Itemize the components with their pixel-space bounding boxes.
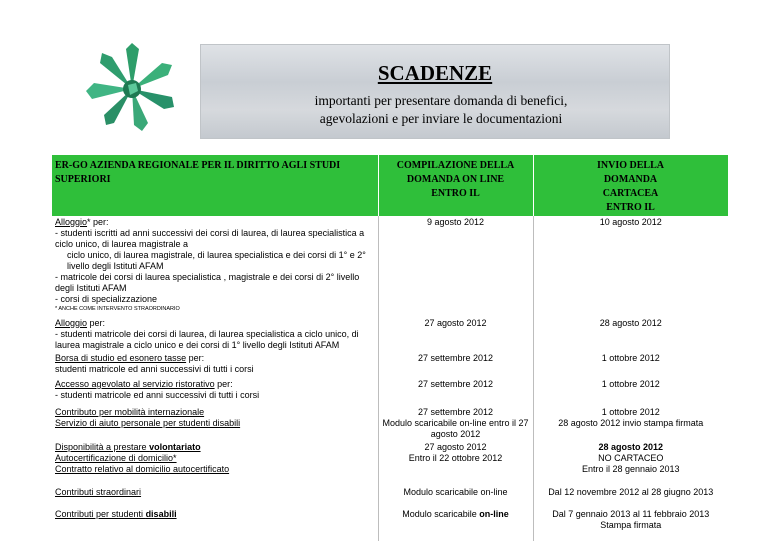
row-description: Alloggio* per: - studenti iscritti ad anni successivi dei corsi di laurea, di laurea specialistica a ciclo unico, di laurea magistrale a ciclo unico, di laurea magistrale, di laurea specialistica e dei corsi di 1° e 2° livello degli Istituti AFAM - matricole dei corsi di laurea specialistica , magistrale e dei corsi di 2° livello degli Istituti AFAM - corsi di specializzazione * ANCHE COME INTERVENTO STRAORDINARIO: [55, 217, 366, 312]
row-description: Disponibilità a prestare volontariato Autocertificazione di domicilio* Contratto relativo al domicilio autocertificato: [55, 442, 230, 474]
online-deadline: Modulo scaricabile on-line: [378, 507, 533, 541]
deadlines-table: [52, 155, 729, 541]
online-deadline: 27 settembre 2012: [378, 376, 533, 402]
col3-header: INVIO DELLA DOMANDA CARTACEA ENTRO IL: [533, 155, 728, 216]
col2-header: COMPILAZIONE DELLA DOMANDA ON LINE ENTRO IL: [378, 155, 533, 216]
row-description: Contributi per studenti disabili: [55, 509, 177, 519]
col1-header: ER-GO AZIENDA REGIONALE PER IL DIRITTO AGLI STUDI SUPERIORI: [52, 155, 378, 216]
page-title: SCADENZE: [377, 61, 493, 85]
header-banner: [200, 44, 670, 139]
table-row: [52, 216, 728, 314]
paper-deadline: 1 ottobre 2012: [533, 352, 728, 376]
online-deadline: 9 agosto 2012: [378, 216, 533, 314]
row-description: Contributi straordinari: [55, 487, 142, 497]
table-row: [52, 402, 728, 441]
paper-deadline: 1 ottobre 2012: [533, 376, 728, 402]
row-description: Alloggio per: - studenti matricole dei corsi di laurea, di laurea specialistica a ciclo unico, di laurea magistrale a ciclo unico e dei corsi di 1° livello degli Istituti AFAM: [55, 318, 359, 350]
paper-deadline: 28 agosto 2012: [533, 314, 728, 352]
table-row: [52, 376, 728, 402]
row-description: Contributo per mobilità internazionale Servizio di aiuto personale per studenti disabili: [55, 407, 241, 428]
online-deadline: 27 agosto 2012 Entro il 22 ottobre 2012: [378, 441, 533, 483]
row-description: Accesso agevolato al servizio ristorativo per: - studenti matricole ed anni successivi di tutti i corsi: [55, 379, 260, 400]
table-row: [52, 314, 728, 352]
online-deadline: 27 agosto 2012: [378, 314, 533, 352]
paper-deadline: Dal 12 novembre 2012 al 28 giugno 2013: [533, 483, 728, 507]
online-deadline: Modulo scaricabile on-line: [378, 483, 533, 507]
paper-deadline: 10 agosto 2012: [533, 216, 728, 314]
table-row: [52, 483, 728, 507]
paper-deadline: 1 ottobre 2012 28 agosto 2012 invio stampa firmata: [533, 402, 728, 441]
paper-deadline: Dal 7 gennaio 2013 al 11 febbraio 2013 Stampa firmata: [533, 507, 728, 541]
row-description: Borsa di studio ed esonero tasse per: studenti matricole ed anni successivi di tutti i corsi: [55, 353, 254, 374]
table-row: [52, 507, 728, 541]
table-row: [52, 441, 728, 483]
page-subtitle: importanti per presentare domanda di benefici, agevolazioni e per inviare le documentazioni: [314, 93, 568, 126]
paper-deadline: 28 agosto 2012 NO CARTACEO Entro il 28 gennaio 2013: [533, 441, 728, 483]
table-header-row: [52, 155, 728, 216]
online-deadline: 27 settembre 2012: [378, 352, 533, 376]
table-row: [52, 352, 728, 376]
online-deadline: 27 settembre 2012 Modulo scaricabile on-line entro il 27 agosto 2012: [378, 402, 533, 441]
green-flower-logo-icon: [82, 42, 182, 132]
